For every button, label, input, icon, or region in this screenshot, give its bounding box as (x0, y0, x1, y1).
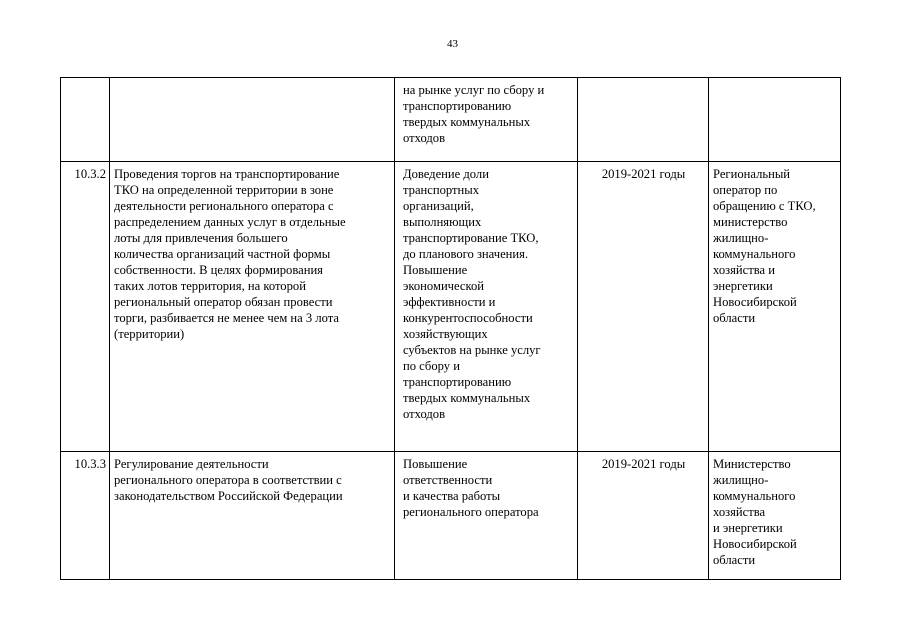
cell-text-line: региональный оператор обязан провести (114, 295, 333, 309)
cell-text-line: Повышение (403, 457, 468, 471)
cell-text-line: и качества работы (403, 489, 501, 503)
cell-text-line: оператор по (713, 183, 778, 197)
cell-text-line: коммунального (713, 489, 796, 503)
result-cell (395, 452, 578, 580)
result-cell (395, 162, 578, 452)
cell-text-line: хозяйства (713, 505, 766, 519)
cell-text-line: хозяйства и (713, 263, 775, 277)
cell-text-line: жилищно- (713, 473, 769, 487)
cell-text-line: области (713, 311, 756, 325)
cell-text-line: Доведение доли (403, 167, 489, 181)
cell-text-line: и энергетики (713, 521, 783, 535)
cell-text-line: законодательством Российской Федерации (114, 489, 343, 503)
action-cell (110, 452, 395, 580)
cell-text-line: Повышение (403, 263, 468, 277)
action-cell (110, 162, 395, 452)
result-cell (395, 78, 578, 162)
cell-text-line: эффективности и (403, 295, 496, 309)
period-cell (578, 452, 709, 580)
period-cell (578, 162, 709, 452)
cell-text-line: регионального оператора в соответствии с (114, 473, 342, 487)
cell-text-line: организаций, (403, 199, 474, 213)
cell-text-line: конкурентоспособности (403, 311, 533, 325)
cell-text-line: твердых коммунальных (403, 391, 531, 405)
cell-text-line: по сбору и (403, 359, 460, 373)
cell-text-line: собственности. В целях формирования (114, 263, 323, 277)
cell-text-line: распределением данных услуг в отдельные (114, 215, 346, 229)
cell-text-line: выполняющих (403, 215, 482, 229)
cell-text-line: энергетики (713, 279, 773, 293)
table-row (61, 452, 841, 580)
cell-text-line: таких лотов территория, на которой (114, 279, 306, 293)
measures-table (60, 77, 841, 580)
table-row (61, 162, 841, 452)
cell-text-line: транспортированию (403, 99, 512, 113)
cell-text-line: регионального оператора (403, 505, 539, 519)
cell-text-line: деятельности регионального оператора с (114, 199, 334, 213)
cell-text-line: Проведения торгов на транспортирование (114, 167, 340, 181)
cell-text-line: ТКО на определенной территории в зоне (114, 183, 334, 197)
cell-text-line: жилищно- (713, 231, 769, 245)
executor-cell (709, 162, 841, 452)
cell-text-line: (территории) (114, 327, 185, 341)
cell-text-line: до планового значения. (403, 247, 529, 261)
cell-text-line: твердых коммунальных (403, 115, 531, 129)
cell-text-line: транспортированию (403, 375, 512, 389)
cell-text-line: Регулирование деятельности (114, 457, 269, 471)
cell-text-line: Новосибирской (713, 295, 797, 309)
item-number-cell (61, 78, 110, 162)
cell-text: 10.3.2 (74, 167, 106, 181)
page-number: 43 (447, 38, 458, 50)
cell-text-line: отходов (403, 407, 446, 421)
cell-text-line: субъектов на рынке услуг (403, 343, 541, 357)
item-number-cell (61, 452, 110, 580)
cell-text-line: хозяйствующих (403, 327, 488, 341)
cell-text: 10.3.3 (74, 457, 106, 471)
cell-text-line: лоты для привлечения большего (114, 231, 288, 245)
cell-text-line: коммунального (713, 247, 796, 261)
table-row (61, 78, 841, 162)
action-cell (110, 78, 395, 162)
cell-text-line: транспортных (403, 183, 480, 197)
cell-text-line: Новосибирской (713, 537, 797, 551)
cell-text-line: Министерство (713, 457, 791, 471)
cell-text-line: транспортирование ТКО, (403, 231, 539, 245)
item-number-cell (61, 162, 110, 452)
cell-text-line: министерство (713, 215, 788, 229)
executor-cell (709, 452, 841, 580)
cell-text-line: ответственности (403, 473, 493, 487)
cell-text-line: на рынке услуг по сбору и (403, 83, 545, 97)
cell-text-line: Региональный (713, 167, 791, 181)
cell-text-line: экономической (403, 279, 485, 293)
cell-text-line: торги, разбивается не менее чем на 3 лота (114, 311, 340, 325)
executor-cell (709, 78, 841, 162)
cell-text-line: отходов (403, 131, 446, 145)
cell-text-line: количества организаций частной формы (114, 247, 331, 261)
cell-text-line: обращению с ТКО, (713, 199, 816, 213)
cell-text-line: области (713, 553, 756, 567)
cell-text: 2019-2021 годы (601, 167, 686, 181)
period-cell (578, 78, 709, 162)
cell-text: 2019-2021 годы (601, 457, 686, 471)
